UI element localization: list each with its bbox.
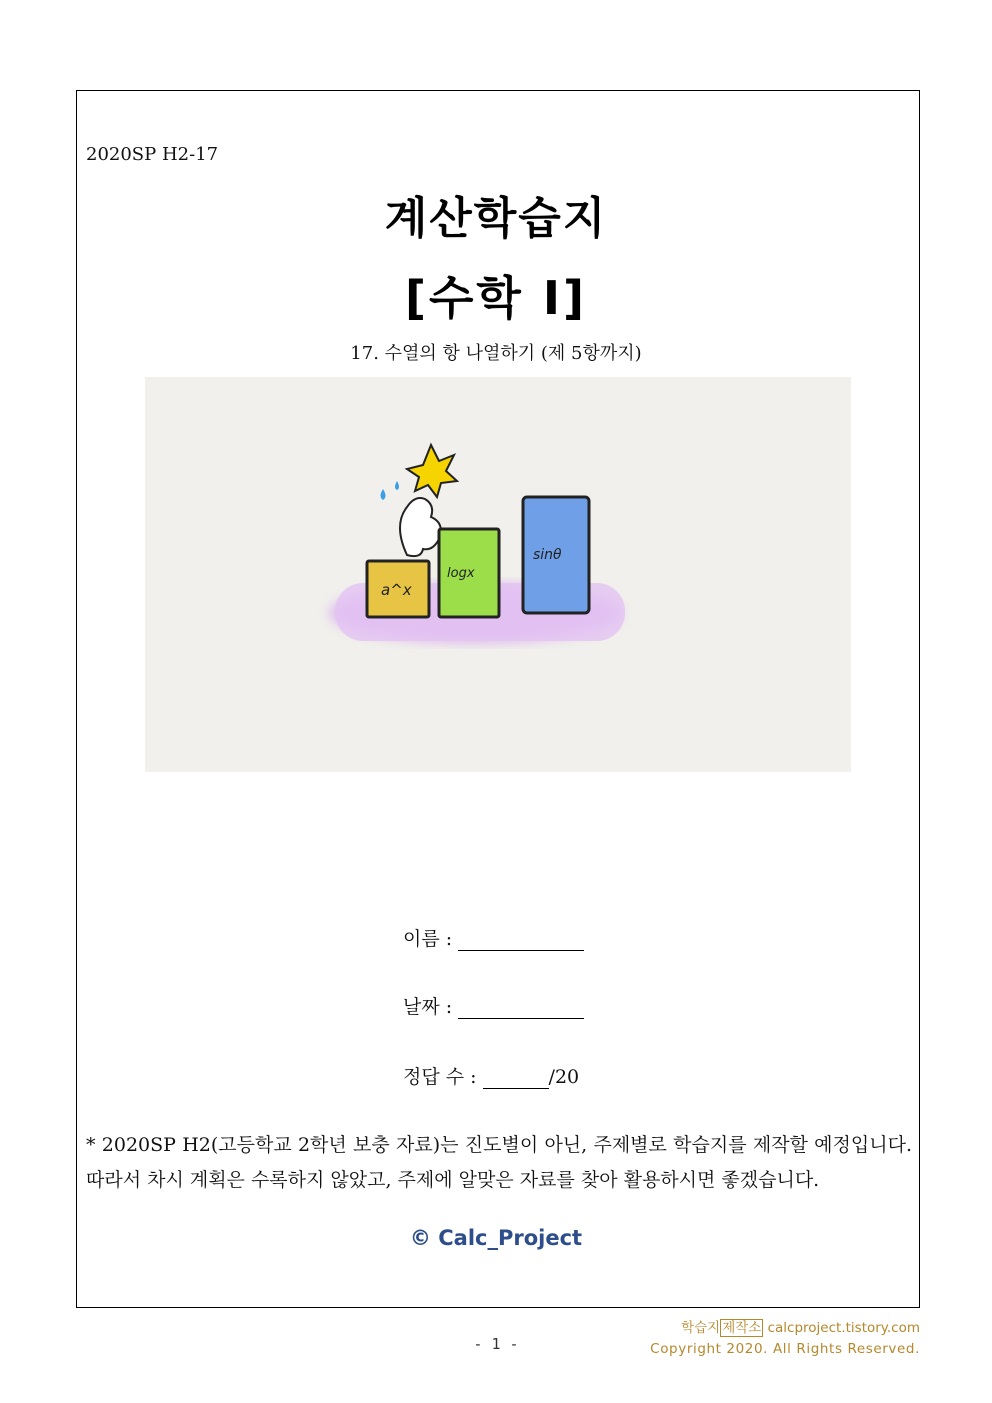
note-text: * 2020SP H2(고등학교 2학년 보충 자료)는 진도별이 아닌, 주제별로 학습지를 제작할 예정입니다. 따라서 차시 계획은 수록하지 않았고, 주제에 알맞은 자료를 찾아 활용하시면 좋겠습니다. [86, 1134, 912, 1191]
sweat-drop-icon [395, 481, 399, 490]
cover-illustration [145, 377, 851, 772]
score-blank[interactable] [483, 1069, 549, 1089]
sweat-drop-icon [381, 489, 386, 500]
doc-code: 2020SP H2-17 [86, 144, 219, 165]
name-label: 이름 : [403, 928, 453, 950]
label-log: logx [447, 566, 475, 581]
score-field [403, 1062, 579, 1089]
name-blank[interactable] [458, 931, 584, 951]
score-label: 정답 수 : [403, 1066, 477, 1088]
name-field [403, 924, 584, 951]
date-field [403, 992, 584, 1019]
brand-mark: © Calc_Project [409, 1226, 583, 1250]
label-sine: sinθ [533, 547, 562, 563]
site-boxed-label: 제작소 [722, 1320, 762, 1336]
page-title: 계산학습지 [384, 193, 608, 244]
site-prefix: 학습지 [681, 1320, 721, 1336]
page-number: - 1 - [473, 1335, 519, 1353]
date-label: 날짜 : [403, 996, 453, 1018]
label-exponential: a^x [381, 581, 412, 599]
subject-title: [수학 Ⅰ] [404, 271, 588, 325]
topic-subtitle: 17. 수열의 항 나열하기 (제 5항까지) [350, 343, 642, 364]
site-url[interactable]: calcproject.tistory.com [767, 1320, 920, 1336]
date-blank[interactable] [458, 999, 584, 1019]
character-figure [400, 498, 441, 556]
site-credit [681, 1316, 920, 1336]
star-icon [407, 445, 457, 497]
illustration-svg [145, 377, 851, 772]
copyright: Copyright 2020. All Rights Reserved. [650, 1341, 920, 1357]
score-total: /20 [548, 1066, 580, 1088]
